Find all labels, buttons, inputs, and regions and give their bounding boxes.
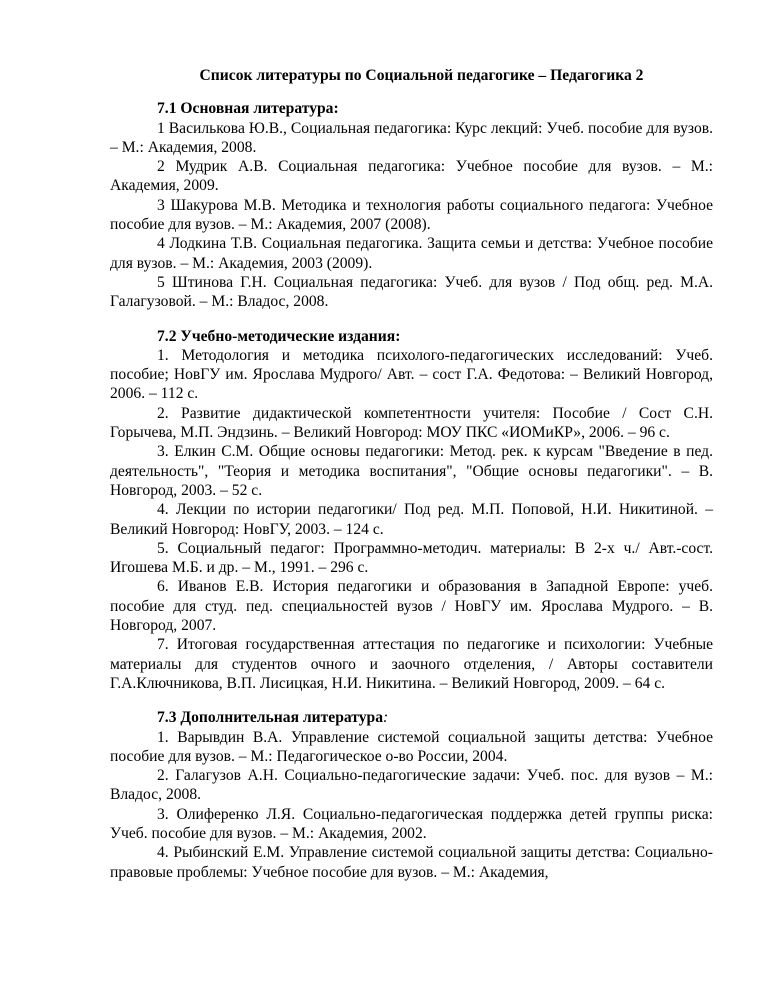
section-heading-text: 7.2 Учебно-методические издания: (157, 327, 401, 345)
list-item: 3 Шакурова М.В. Методика и технология работы социального педагога: Учебное пособие для вузов. – М.: Академия, 2007 (2008). (110, 196, 713, 234)
section-heading (110, 99, 713, 118)
list-item: 3. Олиференко Л.Я. Социально-педагогическая поддержка детей группы риска: Учеб. пособие для вузов. – М.: Академия, 2002. (110, 805, 713, 842)
section-heading-text: 7.1 Основная литература: (157, 100, 339, 118)
document-page (110, 66, 713, 897)
section-additional-literature (110, 708, 713, 882)
section-heading (110, 327, 713, 346)
section-heading (110, 708, 713, 727)
list-item: 6. Иванов Е.В. История педагогики и образования в Западной Европе: учеб. пособие для студ. пед. специальностей вузов / НовГУ им. Ярослава Мудрого. – В. Новгород, 2007. (110, 578, 713, 635)
list-item: 4 Лодкина Т.В. Социальная педагогика. Защита семьи и детства: Учебное пособие для вузов. – М.: Академия, 2003 (2009). (110, 235, 713, 272)
list-item: 4. Лекции по истории педагогики/ Под ред. М.П. Поповой, Н.И. Никитиной. – Великий Новгород: НовГУ, 2003. – 124 с. (110, 501, 713, 538)
list-item: 2 Мудрик А.В. Социальная педагогика: Учебное пособие для вузов. – М.: Академия, 2009. (110, 158, 713, 195)
list-item: 1 Василькова Ю.В., Социальная педагогика: Курс лекций: Учеб. пособие для вузов. – М.: Академия, 2008. (110, 119, 713, 156)
section-heading-text: 7.3 Дополнительная литература (157, 709, 384, 727)
list-item: 2. Галагузов А.Н. Социально-педагогические задачи: Учеб. пос. для вузов – М.: Владос, 2008. (110, 767, 713, 804)
list-item: 3. Елкин С.М. Общие основы педагогики: Метод. рек. к курсам "Введение в пед. деятельность", "Теория и методика воспитания", "Общие основы педагогики". – В. Новгород, 2003. – 52 с. (110, 443, 713, 499)
list-item: 5. Социальный педагог: Программно-методич. материалы: В 2-х ч./ Авт.-сост. Игошева М.Б. и др. – М., 1991. – 296 с. (110, 539, 713, 577)
section-teaching-materials (110, 327, 713, 694)
document-title: Список литературы по Социальной педагогике – Педагогика 2 (199, 67, 644, 84)
list-item: 7. Итоговая государственная аттестация по педагогике и психологии: Учебные материалы для студентов очного и заочного отделения, / Авторы составители Г.А.Ключникова, В.П. Лисицкая, Н.И. Никитина. – Великий Новгород, 2009. – 64 с. (110, 636, 713, 692)
list-item: 2. Развитие дидактической компетентности учителя: Пособие / Сост С.Н. Горычева, М.П. Эндзинь. – Великий Новгород: МОУ ПКС «ИОМиКР», 2006. – 96 с. (110, 404, 713, 442)
section-main-literature (110, 99, 713, 311)
list-item: 1. Методология и методика психолого-педагогических исследований: Учеб. пособие; НовГУ им. Ярослава Мудрого/ Авт. – сост Г.А. Федотова: – Великий Новгород, 2006. – 112 с. (110, 346, 713, 403)
section-heading-colon: : (383, 709, 389, 727)
list-item: 5 Штинова Г.Н. Социальная педагогика: Учеб. для вузов / Под общ. ред. М.А. Галагузовой. – М.: Владос, 2008. (110, 273, 713, 311)
list-item: 4. Рыбинский Е.М. Управление системой социальной защиты детства: Социально-правовые проблемы: Учебное пособие для вузов. – М.: Академия, (110, 844, 713, 881)
list-item: 1. Варывдин В.А. Управление системой социальной защиты детства: Учебное пособие для вузов. – М.: Педагогическое о-во России, 2004. (110, 728, 713, 765)
